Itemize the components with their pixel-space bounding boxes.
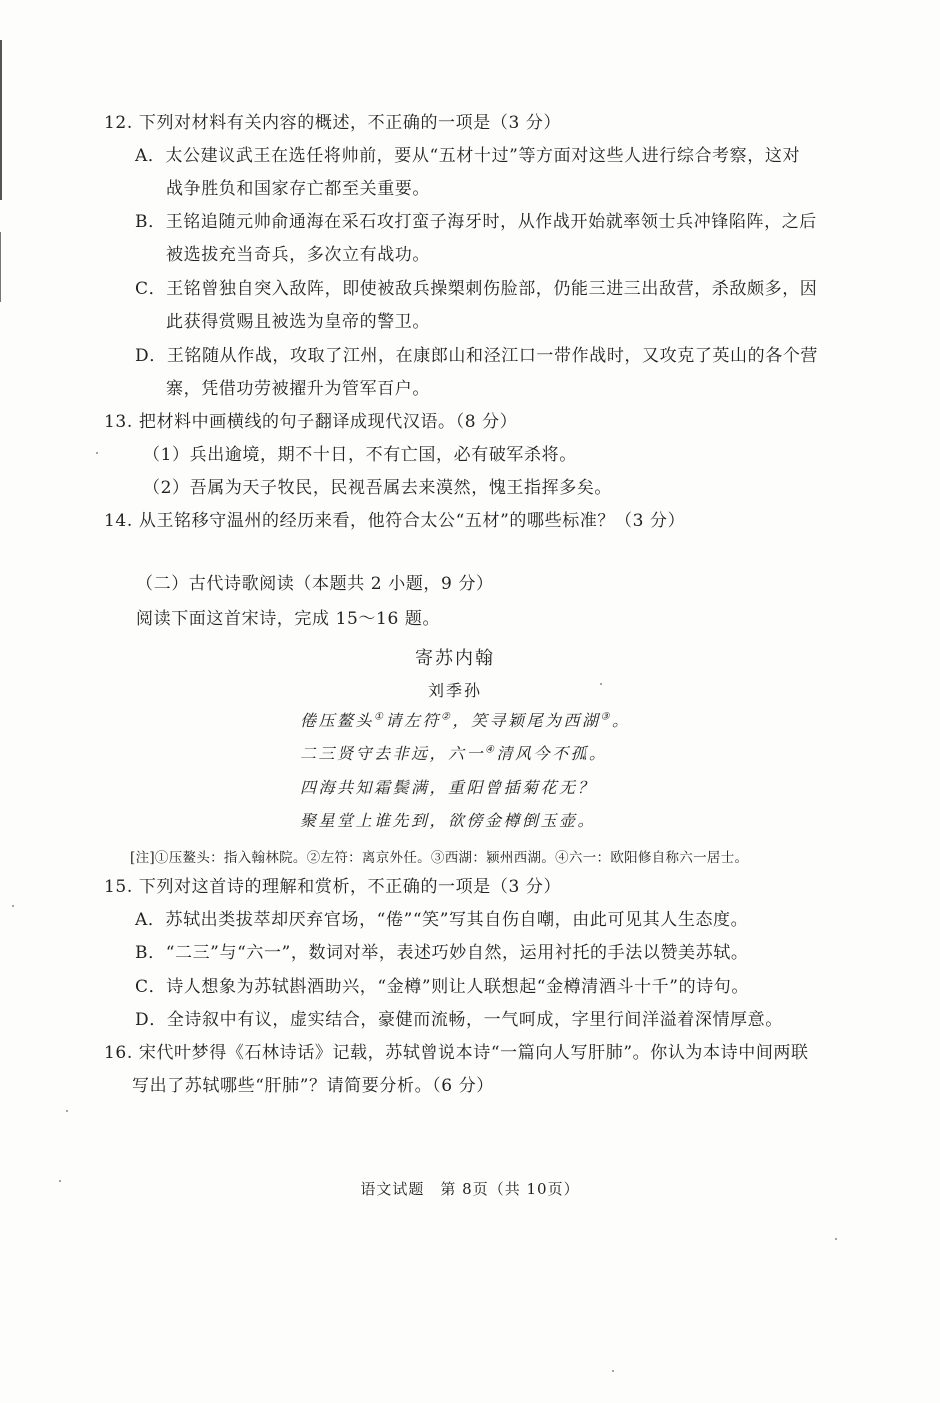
poem-text: 。 [611, 711, 631, 730]
poem-note: [注]①压鳌头：指入翰林院。②左符：离京外任。③西湖：颍州西湖。④六一：欧阳修自称六一居士。 [130, 850, 749, 866]
q15-option-b: B．“二三”与“六一”，数词对举，表述巧妙自然，运用衬托的手法以赞美苏轼。 [135, 943, 749, 963]
poem-text: 请左符 [385, 711, 441, 730]
poem-title: 寄苏内翰 [415, 648, 495, 669]
question-13-stem: 13. 把材料中画横线的句子翻译成现代汉语。（8 分） [104, 412, 518, 432]
q12-option-a: A．太公建议武王在选任将帅前，要从“五材十过”等方面对这些人进行综合考察，这对 [135, 146, 801, 166]
scan-speck [96, 452, 98, 454]
question-16-stem-cont: 写出了苏轼哪些“肝肺”？请简要分析。（6 分） [132, 1076, 494, 1096]
poem-line-2 [300, 741, 608, 764]
q13-sentence-1: （1）兵出逾境，期不十日，不有亡国，必有破军杀将。 [143, 445, 577, 465]
q12-option-d: D．王铭随从作战，攻取了江州，在康郎山和泾江口一带作战时，又攻克了英山的各个营 [135, 346, 819, 366]
poem-line-1 [300, 708, 630, 731]
q15-option-a: A．苏轼出类拔萃却厌弃官场，“倦”“笑”写其自伤自嘲，由此可见其人生态度。 [135, 910, 749, 930]
q15-option-d: D．全诗叙中有议，虚实结合，豪健而流畅，一气呵成，字里行间洋溢着深情厚意。 [135, 1010, 783, 1030]
question-14-stem: 14. 从王铭移守温州的经历来看，他符合太公“五材”的哪些标准？（3 分） [104, 511, 686, 531]
q12-option-b: B．王铭追随元帅俞通海在采石攻打蛮子海牙时，从作战开始就率领士兵冲锋陷阵，之后 [135, 212, 817, 232]
scan-edge-mark [0, 232, 1, 302]
footnote-marker: ② [441, 711, 453, 723]
scan-edge-mark [0, 40, 2, 200]
footnote-marker: ④ [485, 744, 497, 756]
poem-line-3: 四海共知霜鬓满，重阳曾插菊花无？ [300, 778, 597, 797]
scan-speck [66, 1110, 68, 1112]
poem-line-4: 聚星堂上谁先到，欲傍金樽倒玉壶。 [300, 811, 597, 830]
footnote-marker: ① [374, 711, 386, 723]
question-16-stem: 16. 宋代叶梦得《石林诗话》记载，苏轼曾说本诗“一篇向人写肝肺”。你认为本诗中间两联 [104, 1043, 809, 1063]
scan-speck [59, 1180, 61, 1182]
question-12-stem: 12. 下列对材料有关内容的概述，不正确的一项是（3 分） [104, 113, 562, 133]
q12-option-d-cont: 寨，凭借功劳被擢升为管军百户。 [166, 379, 430, 399]
page-footer: 语文试题 第 8页（共 10页） [360, 1180, 580, 1198]
poem-text: 倦压鳌头 [300, 711, 375, 730]
q12-option-a-cont: 战争胜负和国家存亡都至关重要。 [166, 179, 430, 199]
poem-author: 刘季孙 [427, 681, 482, 700]
q12-option-c-cont: 此获得赏赐且被选为皇帝的警卫。 [166, 312, 430, 332]
q12-option-c: C．王铭曾独自突入敌阵，即使被敌兵操槊刺伤脸部，仍能三进三出敌营，杀敌颇多，因 [135, 279, 818, 299]
scan-speck [600, 683, 602, 685]
poem-text: 清风今不孤。 [496, 744, 608, 763]
section-heading: （二）古代诗歌阅读（本题共 2 小题，9 分） [136, 574, 494, 594]
poem-text: ，笑寻颖尾为西湖 [452, 711, 601, 730]
poem-text: 二三贤守去非远，六一 [300, 744, 486, 763]
section-intro: 阅读下面这首宋诗，完成 15～16 题。 [136, 609, 441, 629]
scan-speck [12, 905, 14, 907]
footnote-marker: ③ [600, 711, 612, 723]
question-15-stem: 15. 下列对这首诗的理解和赏析，不正确的一项是（3 分） [104, 877, 562, 897]
scan-speck [612, 1370, 614, 1372]
q15-option-c: C．诗人想象为苏轼斟酒助兴，“金樽”则让人联想起“金樽清酒斗十千”的诗句。 [135, 977, 749, 997]
q13-sentence-2: （2）吾属为天子牧民，民视吾属去来漠然，愧王指挥多矣。 [143, 478, 613, 498]
scan-speck [835, 1238, 837, 1240]
q12-option-b-cont: 被选拔充当奇兵，多次立有战功。 [166, 245, 430, 265]
